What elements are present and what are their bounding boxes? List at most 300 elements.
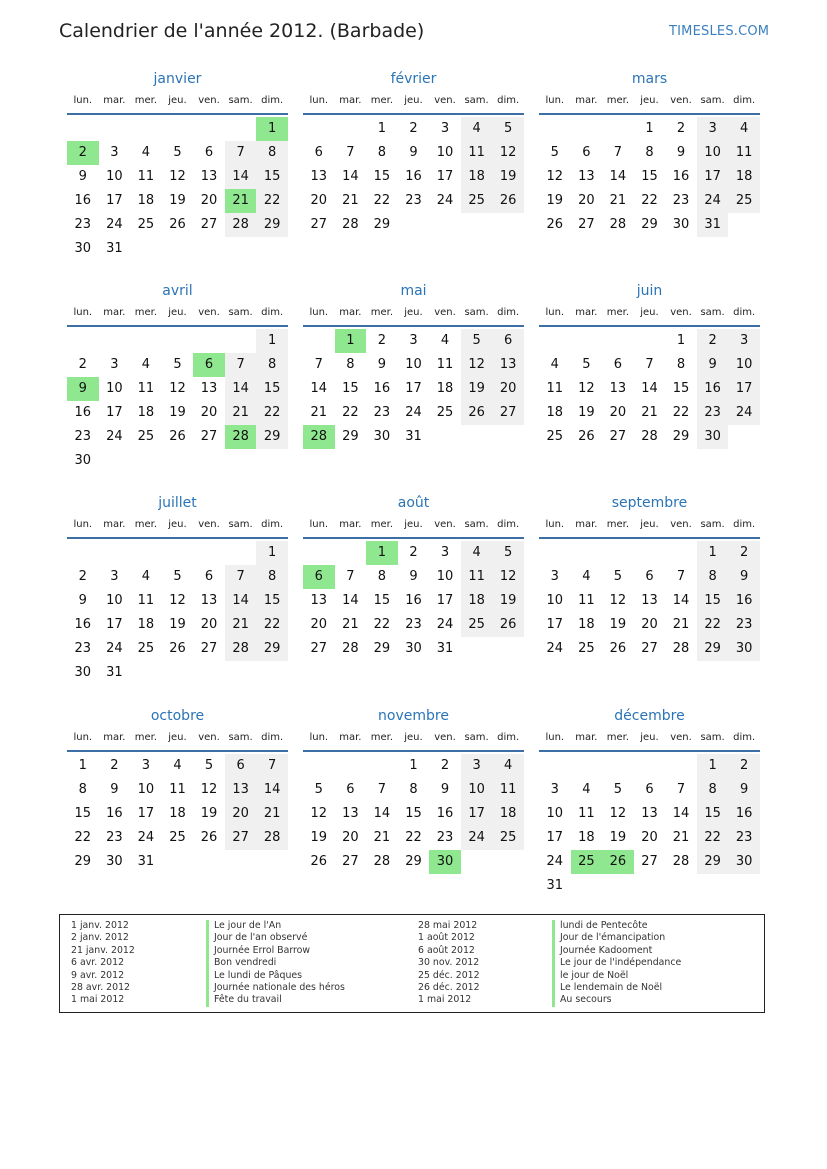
day-cell: 27 — [342, 854, 359, 869]
day-cell: 28 — [225, 425, 257, 449]
holiday-list — [59, 914, 765, 1013]
weekday-label: ven. — [670, 732, 692, 743]
day-cell: 8 — [256, 141, 288, 165]
day-cell: 6 — [613, 357, 623, 372]
day-cell: 1 — [645, 121, 654, 136]
day-cell: 7 — [314, 357, 323, 372]
day-cell: 16 — [74, 193, 92, 208]
day-cell: 21 — [342, 617, 359, 632]
empty-cell — [665, 541, 697, 565]
month-title: février — [390, 71, 437, 87]
weekday-header — [303, 305, 524, 327]
day-cell: 22 — [256, 189, 288, 213]
day-cell: 9 — [697, 353, 729, 377]
day-grid — [539, 329, 760, 449]
month-title: mars — [631, 71, 668, 87]
weekday-label: sam. — [228, 307, 253, 318]
holiday-date: 6 avr. 2012 — [71, 957, 125, 969]
day-cell: 12 — [578, 381, 595, 396]
day-cell: 11 — [578, 593, 595, 608]
weekday-label: mer. — [606, 732, 630, 743]
day-grid — [67, 754, 288, 874]
holiday-name: le jour de Noël — [552, 970, 681, 982]
day-cell: 5 — [550, 145, 559, 160]
day-cell: 10 — [697, 141, 729, 165]
empty-cell — [99, 117, 131, 141]
day-cell: 30 — [728, 637, 760, 661]
empty-cell — [665, 874, 697, 898]
month-janvier — [67, 71, 288, 261]
weekday-label: mer. — [134, 95, 158, 106]
empty-cell — [162, 850, 194, 874]
day-cell: 20 — [342, 830, 359, 845]
day-cell: 14 — [225, 589, 257, 613]
day-cell: 13 — [342, 806, 359, 821]
empty-cell — [193, 661, 225, 685]
day-cell: 15 — [373, 169, 391, 184]
day-cell: 1 — [256, 541, 288, 565]
holiday-date: 30 nov. 2012 — [418, 957, 480, 969]
empty-cell — [162, 661, 194, 685]
month-août — [303, 495, 524, 661]
day-cell: 17 — [697, 165, 729, 189]
day-cell: 5 — [613, 569, 623, 584]
weekday-header — [539, 93, 760, 115]
day-cell: 9 — [409, 145, 418, 160]
day-cell: 10 — [137, 782, 155, 797]
day-cell: 28 — [303, 425, 335, 449]
day-cell: 6 — [193, 353, 225, 377]
day-cell: 28 — [342, 641, 359, 656]
day-cell: 5 — [314, 782, 323, 797]
day-cell: 14 — [225, 165, 257, 189]
month-title: novembre — [378, 708, 449, 724]
empty-cell — [193, 449, 225, 473]
day-cell: 26 — [546, 217, 564, 232]
empty-cell — [225, 237, 257, 261]
brand-link[interactable]: TIMESLES.COM — [669, 24, 770, 39]
day-cell: 24 — [106, 641, 123, 656]
day-cell: 16 — [672, 169, 690, 184]
day-cell: 17 — [106, 617, 123, 632]
day-cell: 30 — [74, 665, 92, 680]
day-cell: 2 — [728, 541, 760, 565]
empty-cell — [429, 213, 461, 237]
day-cell: 6 — [204, 145, 214, 160]
day-cell: 13 — [200, 169, 218, 184]
day-cell: 26 — [169, 429, 186, 444]
day-cell: 4 — [141, 569, 151, 584]
day-cell: 9 — [67, 377, 99, 401]
empty-cell — [728, 425, 760, 449]
month-title: avril — [162, 283, 193, 299]
day-cell: 1 — [676, 333, 686, 348]
day-cell: 30 — [74, 453, 92, 468]
weekday-label: ven. — [670, 95, 692, 106]
day-cell: 2 — [440, 758, 450, 773]
day-cell: 14 — [225, 377, 257, 401]
day-cell: 7 — [225, 353, 257, 377]
day-cell: 23 — [373, 405, 391, 420]
empty-cell — [571, 329, 603, 353]
day-cell: 27 — [200, 217, 218, 232]
empty-cell — [193, 329, 225, 353]
day-cell: 29 — [373, 641, 391, 656]
empty-cell — [193, 237, 225, 261]
weekday-label: mar. — [575, 307, 598, 318]
day-cell: 3 — [110, 357, 119, 372]
day-cell: 2 — [377, 333, 387, 348]
empty-cell — [225, 661, 257, 685]
weekday-label: lun. — [309, 519, 329, 530]
month-juin — [539, 283, 760, 449]
holiday-date: 1 août 2012 — [418, 932, 475, 944]
day-cell: 17 — [728, 377, 760, 401]
day-cell: 3 — [728, 329, 760, 353]
weekday-label: jeu. — [404, 519, 423, 530]
day-cell: 5 — [204, 758, 214, 773]
day-cell: 8 — [697, 565, 729, 589]
day-cell: 19 — [609, 830, 627, 845]
holiday-name: Journée nationale des héros — [206, 982, 345, 994]
day-cell: 6 — [225, 754, 257, 778]
empty-cell — [602, 117, 634, 141]
empty-cell — [67, 329, 99, 353]
weekday-label: ven. — [198, 95, 220, 106]
day-cell: 27 — [492, 401, 524, 425]
day-cell: 9 — [440, 782, 450, 797]
day-cell: 19 — [546, 193, 564, 208]
day-cell: 10 — [106, 169, 123, 184]
day-cell: 23 — [697, 401, 729, 425]
weekday-header — [67, 305, 288, 327]
weekday-label: dim. — [733, 95, 756, 106]
empty-cell — [193, 117, 225, 141]
weekday-label: dim. — [497, 307, 520, 318]
day-cell: 27 — [609, 429, 627, 444]
weekday-label: sam. — [700, 732, 725, 743]
empty-cell — [539, 117, 571, 141]
day-cell: 11 — [492, 778, 524, 802]
weekday-label: ven. — [670, 519, 692, 530]
weekday-label: mar. — [339, 95, 362, 106]
day-cell: 5 — [173, 569, 182, 584]
day-cell: 16 — [74, 617, 92, 632]
day-cell: 25 — [137, 429, 155, 444]
day-cell: 8 — [346, 357, 355, 372]
weekday-header — [303, 93, 524, 115]
day-cell: 30 — [405, 641, 422, 656]
weekday-label: lun. — [309, 732, 329, 743]
day-cell: 29 — [405, 854, 422, 869]
weekday-label: jeu. — [168, 95, 187, 106]
weekday-label: jeu. — [168, 307, 187, 318]
empty-cell — [461, 850, 493, 874]
day-cell: 15 — [641, 169, 658, 184]
month-avril — [67, 283, 288, 473]
day-grid — [303, 117, 524, 237]
day-cell: 4 — [173, 758, 182, 773]
weekday-label: lun. — [545, 519, 565, 530]
weekday-label: mer. — [134, 307, 158, 318]
day-cell: 4 — [440, 333, 450, 348]
day-cell: 7 — [676, 569, 686, 584]
day-cell: 24 — [697, 189, 729, 213]
day-cell: 2 — [110, 758, 119, 773]
weekday-label: mar. — [103, 519, 126, 530]
day-cell: 15 — [373, 593, 391, 608]
day-grid — [67, 329, 288, 473]
day-cell: 7 — [225, 141, 257, 165]
month-mai — [303, 283, 524, 449]
weekday-label: mar. — [339, 307, 362, 318]
empty-cell — [539, 541, 571, 565]
weekday-label: jeu. — [168, 732, 187, 743]
weekday-label: mer. — [370, 307, 394, 318]
weekday-label: mar. — [575, 95, 598, 106]
day-cell: 21 — [609, 193, 627, 208]
day-cell: 15 — [697, 589, 729, 613]
day-cell: 2 — [78, 357, 87, 372]
day-cell: 8 — [409, 782, 418, 797]
empty-cell — [303, 541, 335, 565]
day-cell: 10 — [405, 357, 422, 372]
day-cell: 3 — [141, 758, 151, 773]
day-cell: 10 — [546, 806, 564, 821]
month-title: octobre — [150, 708, 205, 724]
day-cell: 1 — [366, 541, 398, 565]
day-cell: 19 — [609, 617, 627, 632]
empty-cell — [728, 874, 760, 898]
day-cell: 5 — [492, 117, 524, 141]
day-cell: 14 — [342, 593, 359, 608]
day-cell: 18 — [578, 830, 595, 845]
day-cell: 23 — [74, 217, 92, 232]
empty-cell — [67, 117, 99, 141]
day-cell: 22 — [697, 826, 729, 850]
empty-cell — [130, 237, 162, 261]
day-cell: 17 — [436, 169, 454, 184]
empty-cell — [429, 425, 461, 449]
day-cell: 27 — [310, 217, 328, 232]
day-cell: 2 — [728, 754, 760, 778]
empty-cell — [193, 850, 225, 874]
weekday-label: ven. — [198, 732, 220, 743]
day-cell: 3 — [697, 117, 729, 141]
day-cell: 6 — [645, 569, 654, 584]
empty-cell — [571, 117, 603, 141]
weekday-header — [539, 305, 760, 327]
day-cell: 1 — [377, 121, 387, 136]
month-février — [303, 71, 524, 237]
empty-cell — [225, 850, 257, 874]
empty-cell — [539, 329, 571, 353]
empty-cell — [303, 329, 335, 353]
day-cell: 20 — [200, 405, 218, 420]
day-cell: 18 — [546, 405, 564, 420]
day-cell: 8 — [78, 782, 87, 797]
day-cell: 8 — [256, 565, 288, 589]
day-cell: 25 — [571, 850, 603, 874]
day-cell: 19 — [492, 589, 524, 613]
day-cell: 17 — [137, 806, 155, 821]
day-cell: 10 — [728, 353, 760, 377]
day-cell: 26 — [169, 641, 186, 656]
day-cell: 29 — [373, 217, 391, 232]
day-cell: 19 — [200, 806, 218, 821]
day-cell: 15 — [256, 589, 288, 613]
day-cell: 16 — [405, 593, 422, 608]
day-cell: 18 — [436, 381, 454, 396]
day-cell: 27 — [225, 826, 257, 850]
day-cell: 9 — [409, 569, 418, 584]
day-cell: 12 — [310, 806, 328, 821]
day-cell: 13 — [310, 593, 328, 608]
day-cell: 19 — [461, 377, 493, 401]
day-cell: 12 — [169, 593, 186, 608]
day-cell: 21 — [641, 405, 658, 420]
day-cell: 17 — [436, 593, 454, 608]
day-cell: 11 — [137, 593, 155, 608]
day-cell: 23 — [74, 429, 92, 444]
day-cell: 17 — [106, 405, 123, 420]
day-cell: 29 — [641, 217, 658, 232]
day-cell: 19 — [169, 193, 186, 208]
weekday-label: sam. — [464, 732, 489, 743]
day-cell: 13 — [641, 806, 658, 821]
empty-cell — [461, 425, 493, 449]
day-cell: 22 — [256, 401, 288, 425]
empty-cell — [492, 850, 524, 874]
weekday-label: dim. — [733, 519, 756, 530]
day-cell: 9 — [78, 169, 87, 184]
day-cell: 6 — [645, 782, 654, 797]
day-cell: 24 — [137, 830, 155, 845]
weekday-label: sam. — [228, 732, 253, 743]
day-cell: 20 — [310, 617, 328, 632]
weekday-label: mer. — [370, 732, 394, 743]
day-cell: 12 — [492, 141, 524, 165]
empty-cell — [461, 213, 493, 237]
day-cell: 2 — [409, 545, 418, 560]
day-cell: 20 — [492, 377, 524, 401]
empty-cell — [461, 637, 493, 661]
day-grid — [67, 117, 288, 261]
day-cell: 18 — [137, 193, 155, 208]
weekday-label: mar. — [339, 519, 362, 530]
month-title: septembre — [611, 495, 688, 511]
day-cell: 3 — [440, 121, 450, 136]
weekday-label: mer. — [134, 732, 158, 743]
day-grid — [539, 117, 760, 237]
day-cell: 11 — [728, 141, 760, 165]
weekday-header — [67, 730, 288, 752]
day-cell: 11 — [169, 782, 186, 797]
empty-cell — [162, 117, 194, 141]
weekday-label: jeu. — [640, 519, 659, 530]
day-cell: 28 — [225, 213, 257, 237]
day-cell: 19 — [169, 617, 186, 632]
holiday-date: 28 mai 2012 — [418, 920, 478, 931]
day-cell: 7 — [676, 782, 686, 797]
weekday-label: mar. — [575, 732, 598, 743]
holiday-name: Journée Errol Barrow — [206, 945, 345, 957]
day-cell: 28 — [609, 217, 627, 232]
holiday-name: Fête du travail — [206, 994, 345, 1006]
weekday-label: dim. — [497, 519, 520, 530]
day-cell: 23 — [728, 826, 760, 850]
day-cell: 30 — [728, 850, 760, 874]
weekday-label: dim. — [261, 519, 284, 530]
weekday-label: lun. — [545, 307, 565, 318]
day-cell: 11 — [546, 381, 564, 396]
day-cell: 29 — [256, 637, 288, 661]
empty-cell — [571, 754, 603, 778]
day-cell: 1 — [409, 758, 418, 773]
day-cell: 8 — [377, 569, 387, 584]
weekday-label: mer. — [606, 95, 630, 106]
empty-cell — [602, 874, 634, 898]
day-cell: 21 — [672, 830, 690, 845]
weekday-label: dim. — [261, 95, 284, 106]
weekday-label: ven. — [198, 519, 220, 530]
day-cell: 25 — [461, 613, 493, 637]
day-cell: 25 — [492, 826, 524, 850]
day-cell: 27 — [200, 429, 218, 444]
weekday-label: sam. — [228, 519, 253, 530]
day-cell: 29 — [672, 429, 690, 444]
day-cell: 27 — [578, 217, 595, 232]
empty-cell — [225, 329, 257, 353]
day-cell: 12 — [546, 169, 564, 184]
day-cell: 1 — [697, 754, 729, 778]
weekday-label: mar. — [103, 732, 126, 743]
weekday-label: mar. — [103, 307, 126, 318]
day-cell: 7 — [346, 569, 355, 584]
holiday-date: 1 janv. 2012 — [71, 920, 129, 931]
day-grid — [303, 754, 524, 874]
day-cell: 15 — [672, 381, 690, 396]
day-cell: 20 — [641, 617, 658, 632]
empty-cell — [303, 117, 335, 141]
day-cell: 14 — [609, 169, 627, 184]
empty-cell — [602, 541, 634, 565]
day-cell: 19 — [310, 830, 328, 845]
day-cell: 30 — [429, 850, 461, 874]
weekday-label: jeu. — [640, 95, 659, 106]
weekday-label: mar. — [339, 732, 362, 743]
day-cell: 6 — [582, 145, 591, 160]
weekday-label: mer. — [606, 307, 630, 318]
month-décembre — [539, 708, 760, 898]
empty-cell — [162, 237, 194, 261]
day-cell: 20 — [200, 193, 218, 208]
holiday-name: Au secours — [552, 994, 681, 1006]
day-cell: 15 — [405, 806, 422, 821]
day-cell: 31 — [546, 878, 564, 893]
weekday-label: sam. — [464, 519, 489, 530]
day-cell: 11 — [578, 806, 595, 821]
weekday-label: dim. — [497, 732, 520, 743]
empty-cell — [571, 541, 603, 565]
holiday-name: Le lendemain de Noël — [552, 982, 681, 994]
day-cell: 31 — [106, 665, 123, 680]
holiday-date: 1 mai 2012 — [71, 994, 125, 1006]
weekday-label: mar. — [575, 519, 598, 530]
holiday-date: 9 avr. 2012 — [71, 969, 125, 981]
day-cell: 14 — [342, 169, 359, 184]
day-cell: 26 — [310, 854, 328, 869]
